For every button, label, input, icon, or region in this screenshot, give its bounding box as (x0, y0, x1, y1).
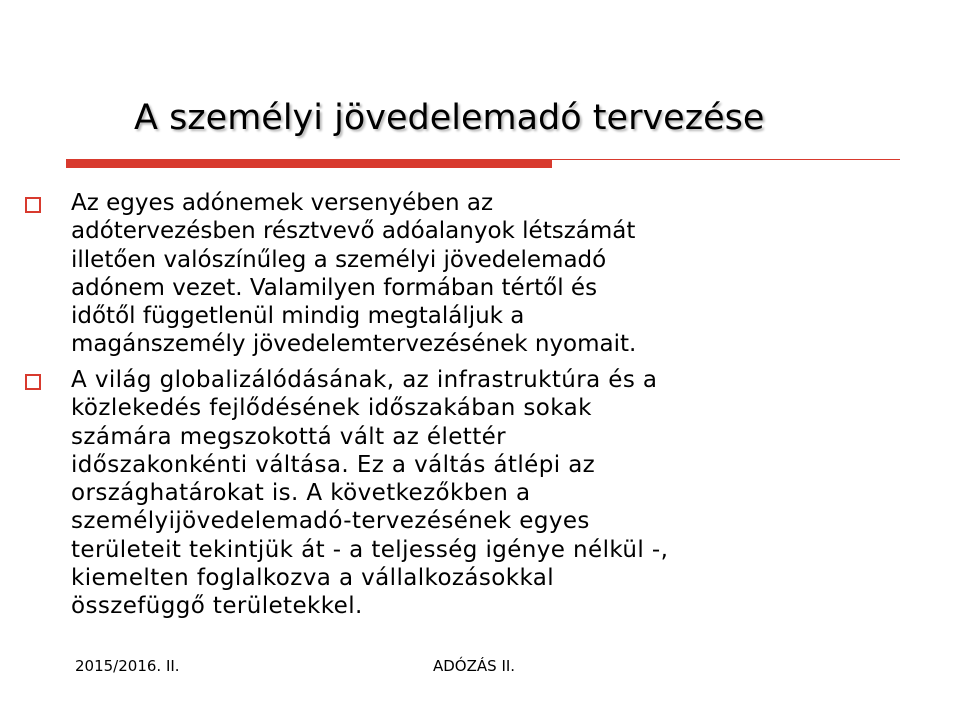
square-bullet-icon (25, 197, 41, 213)
bullet-text (71, 189, 871, 359)
text-line: adónem vezet. Valamilyen formában tértől és (71, 274, 598, 301)
text-line: országhatárokat is. A következőkben a (71, 480, 531, 507)
text-line: magánszemély jövedelemtervezésének nyomait. (71, 331, 637, 358)
text-line: időszakonkénti váltása. Ez a váltás átlépi az (71, 451, 596, 478)
square-bullet-icon (25, 374, 41, 390)
text-line: személyijövedelemadó-tervezésének egyes (71, 508, 590, 535)
bullet-text (71, 366, 871, 621)
slide-title: A személyi jövedelemadó tervezése (134, 98, 765, 138)
text-line: A világ globalizálódásának, az infrastruktúra és a (71, 367, 658, 393)
text-line: közlekedés fejlődésének időszakában sokak (71, 395, 592, 422)
text-line: számára megszokottá vált az élettér (71, 423, 507, 450)
text-line: területeit tekintjük át - a teljesség igénye nélkül -, (71, 536, 669, 563)
text-line: adótervezésben résztvevő adóalanyok létszámát (71, 218, 636, 245)
footer-semester: 2015/2016. II. (75, 657, 180, 675)
text-line: időtől függetlenül mindig megtaláljuk a (71, 303, 525, 330)
title-accent-bar (66, 159, 552, 168)
text-line: Az egyes adónemek versenyében az (71, 190, 494, 216)
text-line: összefüggő területekkel. (71, 593, 363, 620)
footer-course: ADÓZÁS II. (433, 657, 516, 675)
text-line: illetően valószínűleg a személyi jövedelemadó (71, 246, 607, 273)
text-line: kiemelten foglalkozva a vállalkozásokkal (71, 565, 555, 592)
